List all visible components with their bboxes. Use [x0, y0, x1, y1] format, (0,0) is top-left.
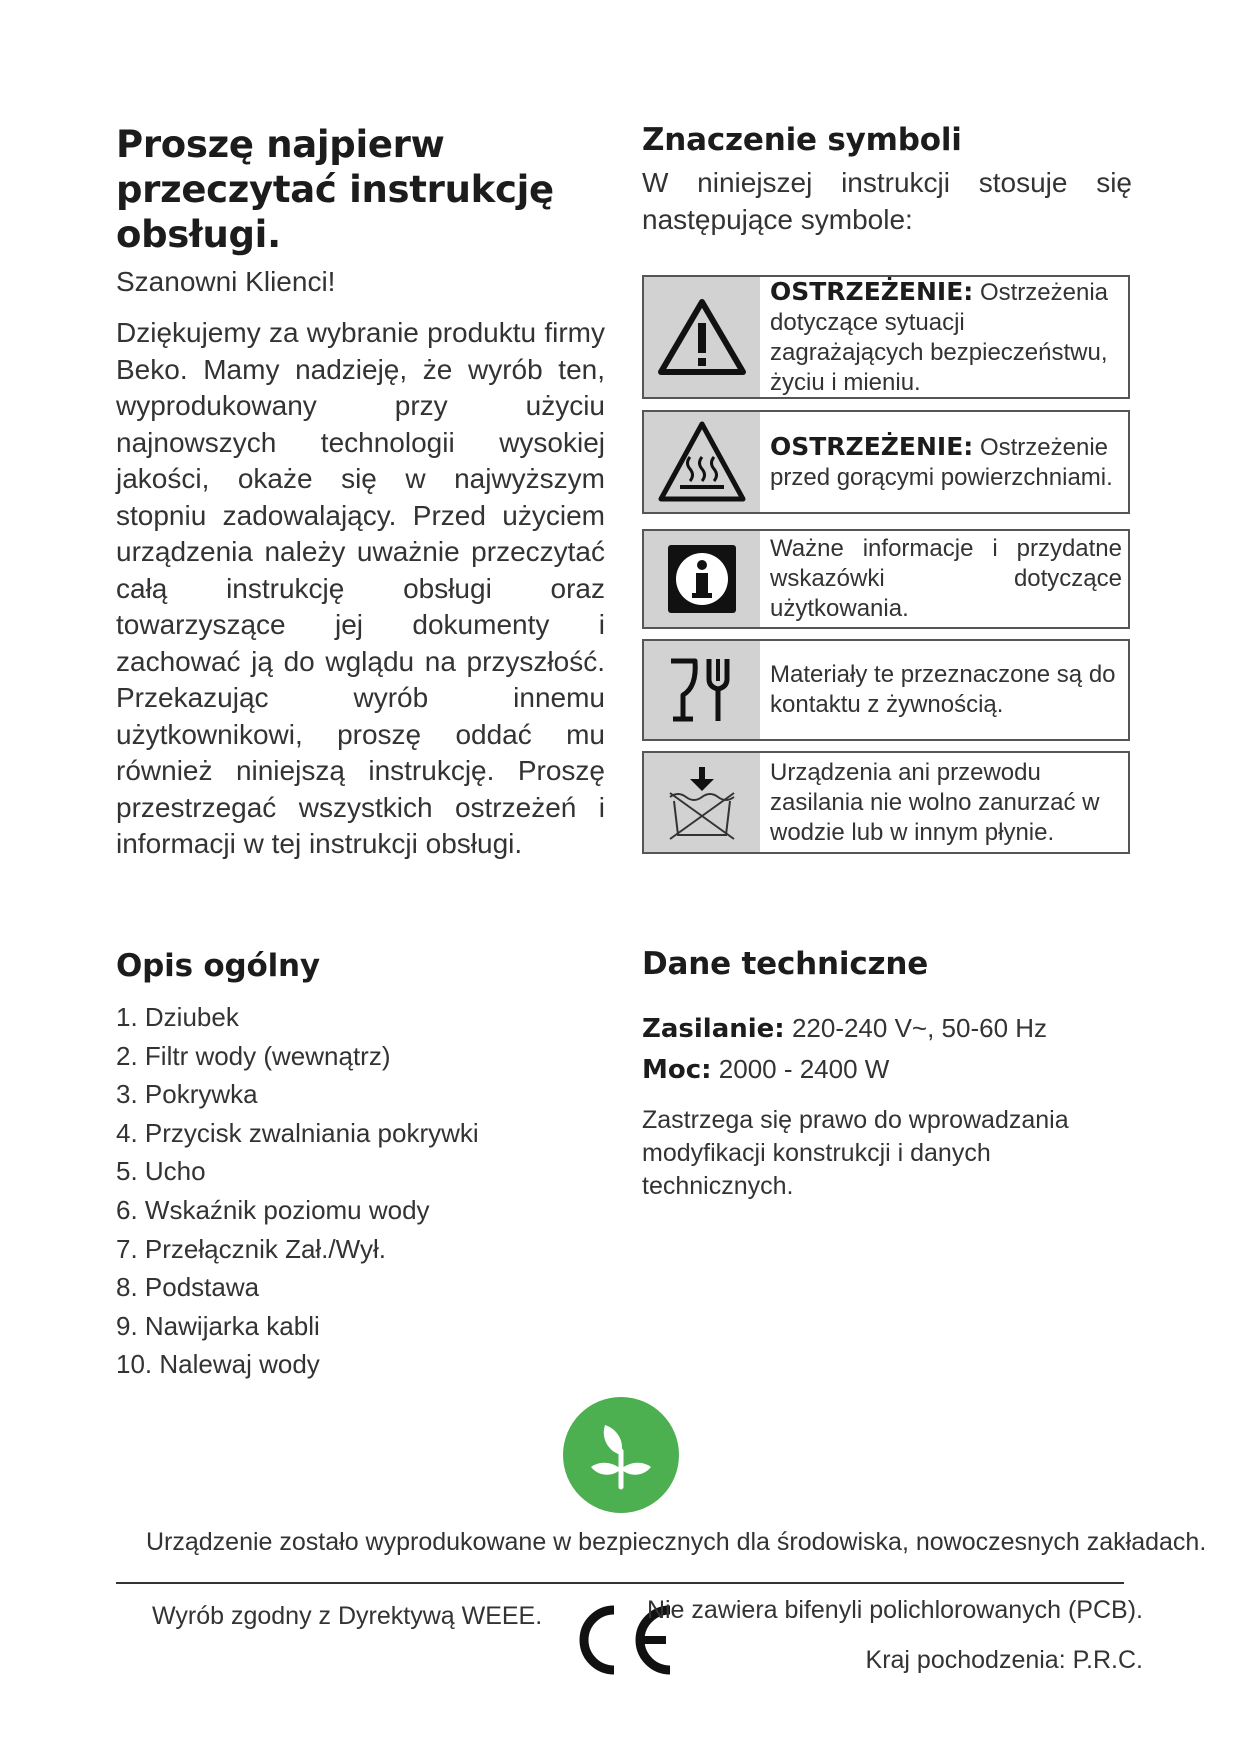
symbols-intro: W niniejszej instrukcji stosuje się następujące symbole: — [642, 167, 1132, 235]
symbol-text: Ostrzeżenie przed gorącymi powierzchniami. — [770, 433, 1113, 491]
power-row — [642, 1049, 1132, 1090]
list-item: 8. Podstawa — [116, 1272, 260, 1303]
hot-surface-icon — [644, 412, 760, 512]
symbol-label: OSTRZEŻENIE: — [770, 431, 974, 461]
eco-leaf-icon — [563, 1397, 679, 1513]
power-supply-label: Zasilanie: — [642, 1014, 785, 1044]
list-item: 3. Pokrywka — [116, 1079, 258, 1110]
tech-note: Zastrzega się prawo do wprowadzania modyfikacji konstrukcji i danych technicznych. — [642, 1106, 1069, 1200]
intro-paragraph: Dziękujemy za wybranie produktu firmy Beko. Mamy nadzieję, że wyrób ten, wyprodukowany przy użyciu najnowszych technologii wysokiej jakości, okaże się w najwyższym stopniu zadowalający. Przed użyciem urządzenia należy uważnie przeczytać całą instrukcję obsługi oraz towarzyszące jej dokumenty i zachować ją do wglądu na przyszłość. Przekazując wyrób innemu użytkownikowi, proszę oddać mu również niniejszą instrukcję. Proszę przestrzegać wszystkich ostrzeżeń i informacji w tej instrukcji obsługi. — [116, 317, 605, 859]
tech-title: Dane techniczne — [642, 946, 929, 982]
list-item: 10. Nalewaj wody — [116, 1349, 320, 1380]
symbol-text: Urządzenia ani przewodu zasilania nie wolno zanurzać w wodzie lub w innym płynie. — [770, 758, 1100, 846]
country-of-origin: Kraj pochodzenia: P.R.C. — [865, 1646, 1143, 1674]
list-item: 5. Ucho — [116, 1156, 206, 1187]
parts-list — [116, 998, 479, 1384]
symbol-row-food-contact — [642, 639, 1130, 741]
symbol-text: Ostrzeżenia dotyczące sytuacji zagrażających bezpieczeństwu, życiu i mieniu. — [770, 278, 1109, 396]
list-item: 9. Nawijarka kabli — [116, 1310, 320, 1341]
symbols-section — [642, 122, 1132, 238]
symbol-row-info — [642, 529, 1130, 629]
power-label: Moc: — [642, 1055, 712, 1085]
pcb-statement: Nie zawiera bifenyli polichlorowanych (PCB). — [646, 1596, 1143, 1624]
symbol-text: Materiały te przeznaczone są do kontaktu z żywnością. — [770, 661, 1116, 718]
warning-triangle-icon — [644, 277, 760, 397]
parts-section — [116, 948, 479, 1384]
power-value: 2000 - 2400 W — [718, 1054, 890, 1084]
eco-statement: Urządzenie zostało wyprodukowane w bezpiecznych dla środowiska, nowoczesnych zakładach. — [146, 1528, 1207, 1556]
greeting: Szanowni Klienci! — [116, 266, 336, 297]
symbol-label: OSTRZEŻENIE: — [770, 276, 974, 306]
list-item: 6. Wskaźnik poziomu wody — [116, 1194, 430, 1225]
symbols-title: Znaczenie symboli — [642, 122, 962, 158]
divider — [116, 1582, 1124, 1584]
weee-statement: Wyrób zgodny z Dyrektywą WEEE. — [152, 1602, 543, 1630]
parts-title: Opis ogólny — [116, 948, 320, 984]
food-contact-icon — [644, 641, 760, 739]
symbol-row-hot-surface — [642, 410, 1130, 514]
power-supply-value: 220-240 V~, 50-60 Hz — [791, 1013, 1048, 1043]
symbol-row-warning — [642, 275, 1130, 399]
list-item: 4. Przycisk zwalniania pokrywki — [116, 1117, 479, 1148]
list-item: 7. Przełącznik Zał./Wył. — [116, 1233, 386, 1264]
tech-section — [642, 946, 1132, 1203]
list-item: 2. Filtr wody (wewnątrz) — [116, 1040, 391, 1071]
no-immerse-icon — [644, 753, 760, 852]
page-title: Proszę najpierw przeczytać instrukcję obsługi. — [116, 123, 554, 256]
symbol-row-no-immerse — [642, 751, 1130, 854]
info-icon — [644, 531, 760, 627]
intro-section — [116, 122, 605, 863]
power-supply-row — [642, 1008, 1132, 1049]
symbol-text: Ważne informacje i przydatne wskazówki dotyczące użytkowania. — [770, 535, 1122, 622]
list-item: 1. Dziubek — [116, 1002, 239, 1032]
